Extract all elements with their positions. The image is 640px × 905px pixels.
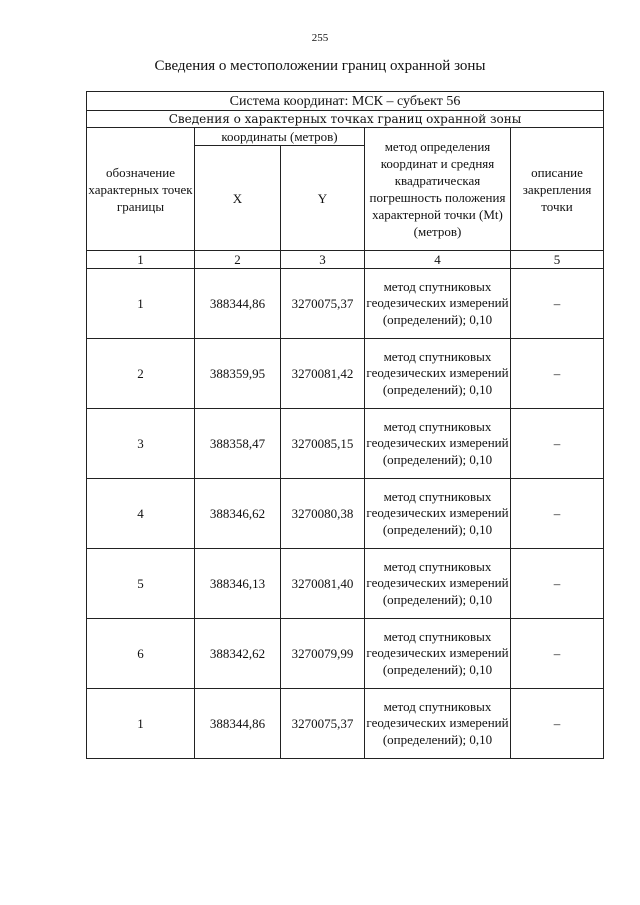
header-designation: обозначение характерных точек границы <box>87 128 195 251</box>
document-title: Сведения о местоположении границ охранной зоны <box>154 58 486 74</box>
column-number: 4 <box>365 251 511 269</box>
x-coordinate-cell: 388342,62 <box>195 619 281 689</box>
point-cell: 2 <box>87 339 195 409</box>
x-coordinate-cell: 388358,47 <box>195 409 281 479</box>
description-cell: – <box>511 479 604 549</box>
coordinate-system-row <box>87 92 604 111</box>
x-coordinate-cell: 388344,86 <box>195 269 281 339</box>
column-number-row <box>87 251 604 269</box>
header-method: метод определения координат и средняя квадратическая погрешность положения характерной точки (Mt) (метров) <box>365 128 511 251</box>
header-row-top <box>87 128 604 146</box>
y-coordinate-cell: 3270080,38 <box>281 479 365 549</box>
method-cell: метод спутниковых геодезических измерений (определений); 0,10 <box>365 689 511 759</box>
description-cell: – <box>511 689 604 759</box>
method-cell: метод спутниковых геодезических измерений (определений); 0,10 <box>365 479 511 549</box>
description-cell: – <box>511 619 604 689</box>
column-number: 1 <box>87 251 195 269</box>
x-coordinate-cell: 388346,62 <box>195 479 281 549</box>
page-number: 255 <box>311 32 329 44</box>
y-coordinate-cell: 3270081,42 <box>281 339 365 409</box>
x-coordinate-cell: 388344,86 <box>195 689 281 759</box>
column-number: 3 <box>281 251 365 269</box>
table-row <box>87 549 604 619</box>
column-number: 5 <box>511 251 604 269</box>
description-cell: – <box>511 339 604 409</box>
method-cell: метод спутниковых геодезических измерений (определений); 0,10 <box>365 269 511 339</box>
description-cell: – <box>511 549 604 619</box>
column-number: 2 <box>195 251 281 269</box>
table-row <box>87 269 604 339</box>
table-row <box>87 409 604 479</box>
header-x: X <box>195 146 281 251</box>
method-cell: метод спутниковых геодезических измерений (определений); 0,10 <box>365 549 511 619</box>
point-cell: 3 <box>87 409 195 479</box>
table-row <box>87 339 604 409</box>
y-coordinate-cell: 3270085,15 <box>281 409 365 479</box>
description-cell: – <box>511 269 604 339</box>
x-coordinate-cell: 388346,13 <box>195 549 281 619</box>
point-cell: 6 <box>87 619 195 689</box>
table-body <box>87 92 604 759</box>
y-coordinate-cell: 3270075,37 <box>281 269 365 339</box>
method-cell: метод спутниковых геодезических измерений (определений); 0,10 <box>365 409 511 479</box>
method-cell: метод спутниковых геодезических измерений (определений); 0,10 <box>365 619 511 689</box>
section-title-row <box>87 111 604 128</box>
point-cell: 4 <box>87 479 195 549</box>
boundary-points-table <box>86 91 604 759</box>
y-coordinate-cell: 3270081,40 <box>281 549 365 619</box>
table-row <box>87 619 604 689</box>
header-y: Y <box>281 146 365 251</box>
description-cell: – <box>511 409 604 479</box>
point-cell: 1 <box>87 269 195 339</box>
table-row <box>87 479 604 549</box>
y-coordinate-cell: 3270075,37 <box>281 689 365 759</box>
y-coordinate-cell: 3270079,99 <box>281 619 365 689</box>
point-cell: 1 <box>87 689 195 759</box>
method-cell: метод спутниковых геодезических измерений (определений); 0,10 <box>365 339 511 409</box>
table-row <box>87 689 604 759</box>
section-title-cell: Сведения о характерных точках границ охранной зоны <box>87 111 604 128</box>
header-description: описание закрепления точки <box>511 128 604 251</box>
x-coordinate-cell: 388359,95 <box>195 339 281 409</box>
header-coordinates: координаты (метров) <box>195 128 365 146</box>
coordinate-system-cell: Система координат: МСК – субъект 56 <box>87 92 604 111</box>
point-cell: 5 <box>87 549 195 619</box>
